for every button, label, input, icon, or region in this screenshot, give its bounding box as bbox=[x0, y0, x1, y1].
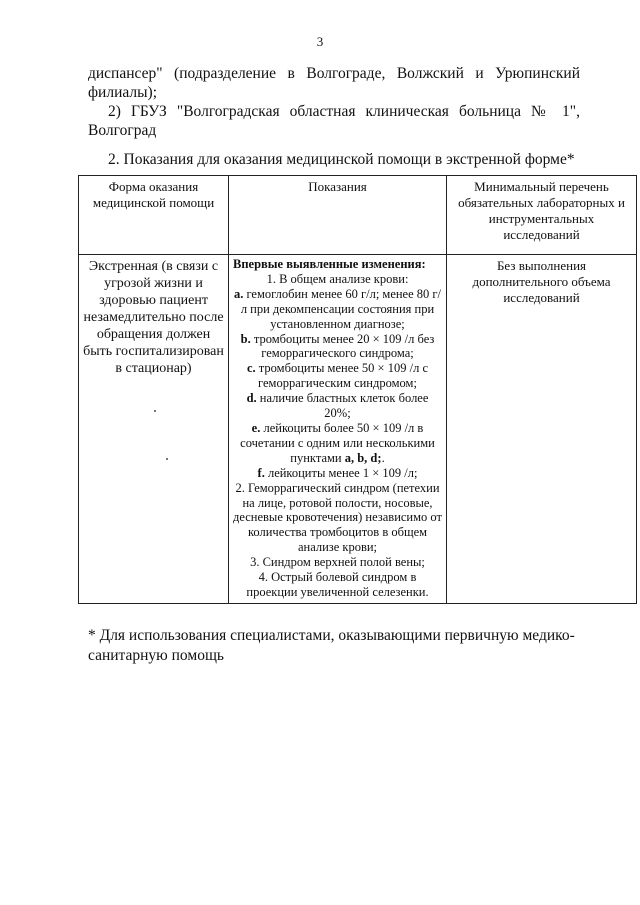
intro-line-4: Волгоград bbox=[88, 122, 157, 139]
page-number: 3 bbox=[316, 34, 324, 49]
table-row bbox=[79, 255, 637, 604]
table-header-row bbox=[79, 176, 637, 255]
indication-e-letter: e. bbox=[251, 420, 261, 435]
indication-a-letter: a. bbox=[233, 286, 244, 301]
indication-e bbox=[233, 421, 442, 466]
indication-b bbox=[233, 332, 442, 362]
intro-line-1: диспансер" (подразделение в Волгограде, Волжский и Урюпинский bbox=[88, 65, 580, 82]
scan-speck bbox=[154, 410, 156, 412]
scan-speck bbox=[166, 458, 168, 460]
intro-line-3: 2) ГБУЗ "Волгоградская областная клиническая больница № 1", bbox=[108, 103, 580, 120]
indication-c-letter: c. bbox=[246, 361, 256, 376]
indication-vena-cava: 3. Синдром верхней полой вены; bbox=[250, 555, 425, 570]
intro-line-2: филиалы); bbox=[88, 84, 158, 101]
cell-indications bbox=[229, 255, 447, 604]
indication-d-letter: d. bbox=[246, 391, 257, 406]
indication-f bbox=[233, 466, 442, 481]
cell-minimum-list: Без выполнения дополнительного объема исследований bbox=[447, 255, 637, 604]
indication-hemorrhagic: 2. Геморрагический синдром (петехии на лице, ротовой полости, носовые, десневые кровотечения) независимо от количества тромбоцитов в общем анализе крови; bbox=[233, 480, 442, 555]
indication-c bbox=[233, 361, 442, 391]
section-heading: 2. Показания для оказания медицинской помощи в экстренной форме* bbox=[108, 151, 575, 168]
indication-e-tail: . bbox=[381, 450, 385, 465]
indication-spleen-pain: 4. Острый болевой синдром в проекции увеличенной селезенки. bbox=[246, 570, 429, 599]
cell-form: Экстренная (в связи с угрозой жизни и здоровью пациент незамедлительно после обращения должен быть госпитализирован в стационар) bbox=[79, 255, 229, 604]
indication-d bbox=[233, 391, 442, 421]
indication-b-text: тромбоциты менее 20 × 109 /л без геморрагического синдрома; bbox=[250, 331, 435, 361]
indications-title: Впервые выявленные изменения: bbox=[233, 257, 426, 271]
indication-a-text: гемоглобин менее 60 г/л; менее 80 г/л при декомпенсации состояния при установленном диагнозе; bbox=[240, 286, 442, 331]
indication-e-refs: a, b, d; bbox=[344, 450, 382, 465]
indication-a bbox=[233, 287, 442, 332]
header-form: Форма оказания медицинской помощи bbox=[79, 176, 229, 255]
indications-table bbox=[78, 175, 637, 604]
indication-f-text: лейкоциты менее 1 × 109 /л; bbox=[264, 465, 418, 480]
indication-f-letter: f. bbox=[257, 465, 265, 480]
indication-b-letter: b. bbox=[240, 331, 251, 346]
header-minimum-list: Минимальный перечень обязательных лабораторных и инструментальных исследований bbox=[447, 176, 637, 255]
header-indications: Показания bbox=[229, 176, 447, 255]
indication-e-text: лейкоциты более 50 × 109 /л в сочетании с одним или несколькими пунктами bbox=[240, 420, 435, 465]
blood-test-heading: 1. В общем анализе крови: bbox=[266, 271, 409, 286]
indication-c-text: тромбоциты менее 50 × 109 /л с геморрагическим синдромом; bbox=[255, 361, 428, 391]
indication-d-text: наличие бластных клеток более 20%; bbox=[256, 391, 429, 421]
footnote: * Для использования специалистами, оказывающими первичную медико-санитарную помощь bbox=[88, 627, 575, 664]
